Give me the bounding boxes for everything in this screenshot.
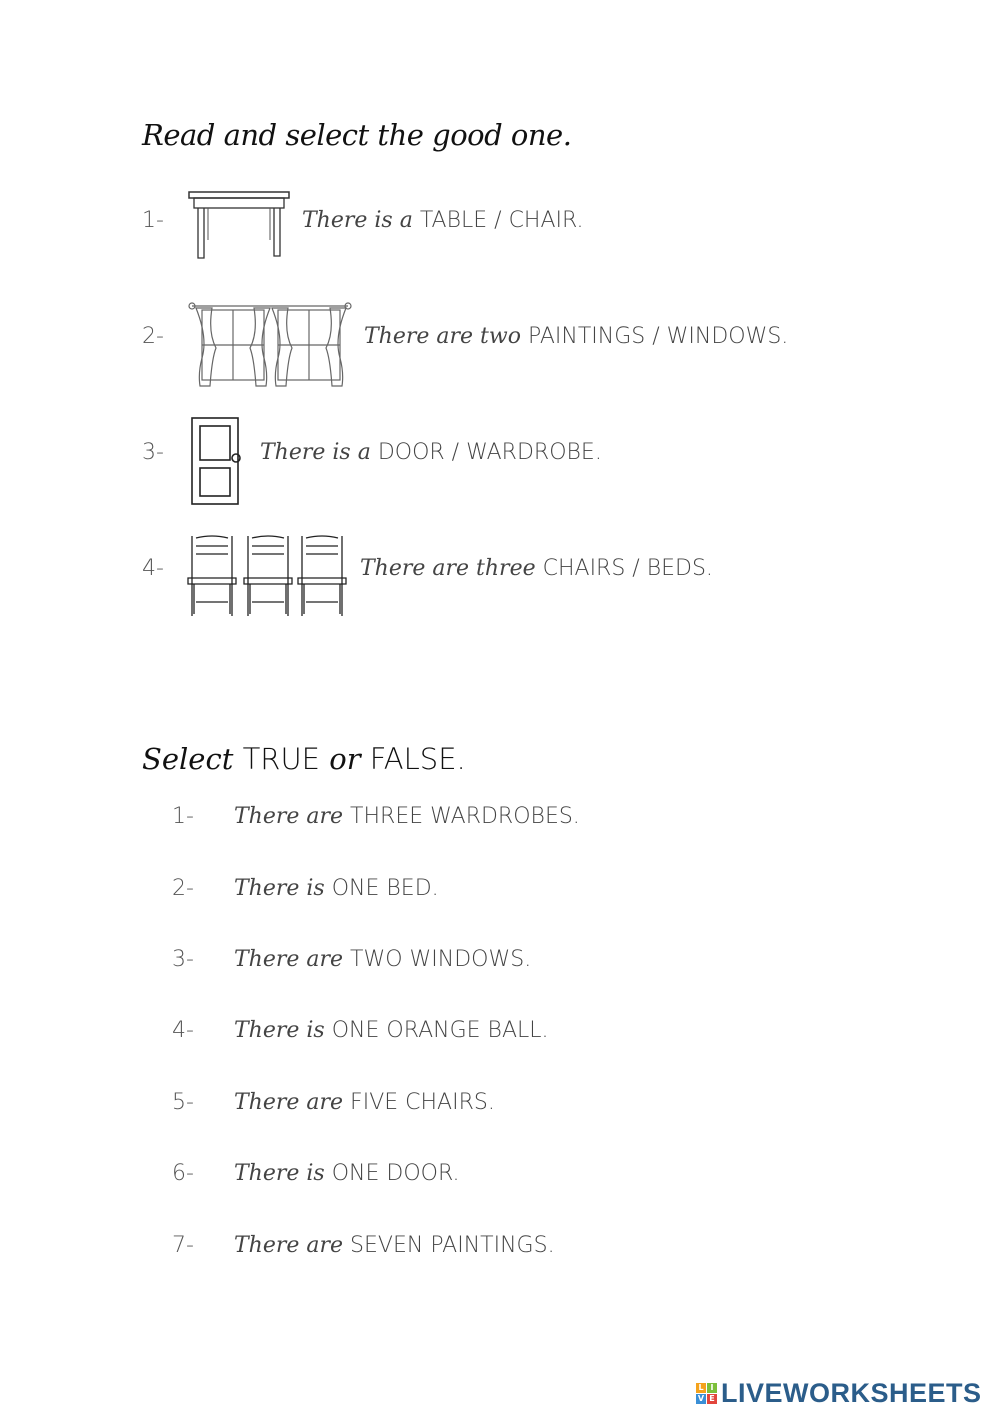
sentence-lead: There are two <box>364 324 521 349</box>
item-number: 7- <box>172 1233 194 1258</box>
logo-mark-icon <box>696 1383 717 1404</box>
sentence-lead: There are <box>234 1090 344 1115</box>
sentence-lead: There is a <box>302 208 413 233</box>
statement-text: FIVE CHAIRS. <box>350 1090 495 1115</box>
statement-text: ONE DOOR. <box>331 1161 460 1186</box>
liveworksheets-logo[interactable] <box>696 1376 982 1410</box>
answer-options[interactable]: TABLE / CHAIR. <box>419 208 584 233</box>
statement-text: ONE BED. <box>331 876 439 901</box>
answer-options[interactable]: CHAIRS / BEDS. <box>542 556 713 581</box>
section2-title-word: Select <box>142 742 234 776</box>
section2-title-word: FALSE. <box>369 742 466 776</box>
table-icon <box>186 188 292 262</box>
statement-text: THREE WARDROBES. <box>350 804 580 829</box>
item-number: 4- <box>172 1018 194 1043</box>
sentence-lead: There are <box>234 804 344 829</box>
section2-title-word: or <box>329 742 361 776</box>
sentence-lead: There is <box>234 876 325 901</box>
logo-mark-letter: L <box>696 1383 706 1393</box>
item-number: 6- <box>172 1161 194 1186</box>
logo-mark-letter: V <box>697 1393 705 1403</box>
section1-title: Read and select the good one. <box>142 118 572 152</box>
statement-text: ONE ORANGE BALL. <box>331 1018 549 1043</box>
section2-title-word: TRUE <box>242 742 321 776</box>
statement-text: TWO WINDOWS. <box>350 947 532 972</box>
sentence-lead: There is <box>234 1161 325 1186</box>
item-number: 1- <box>142 208 164 233</box>
item-number: 2- <box>172 876 194 901</box>
sentence-lead: There is <box>234 1018 325 1043</box>
statement-text: SEVEN PAINTINGS. <box>350 1233 555 1258</box>
sentence-lead: There are <box>234 1233 344 1258</box>
chairs-icon <box>186 532 350 618</box>
section2-title <box>142 742 466 776</box>
answer-options[interactable]: PAINTINGS / WINDOWS. <box>527 324 789 349</box>
item-number: 1- <box>172 804 194 829</box>
item-number: 5- <box>172 1090 194 1115</box>
logo-mark-letter: E <box>707 1394 717 1404</box>
logo-text: LIVEWORKSHEETS <box>721 1377 982 1408</box>
logo-mark-letter: I <box>707 1383 717 1393</box>
sentence-lead: There are <box>234 947 344 972</box>
sentence-lead: There is a <box>260 440 371 465</box>
item-number: 3- <box>142 440 164 465</box>
item-number: 4- <box>142 556 164 581</box>
sentence-lead: There are three <box>360 556 536 581</box>
item-number: 3- <box>172 947 194 972</box>
answer-options[interactable]: DOOR / WARDROBE. <box>377 440 602 465</box>
windows-icon <box>188 298 352 390</box>
door-icon <box>190 416 244 506</box>
item-number: 2- <box>142 324 164 349</box>
